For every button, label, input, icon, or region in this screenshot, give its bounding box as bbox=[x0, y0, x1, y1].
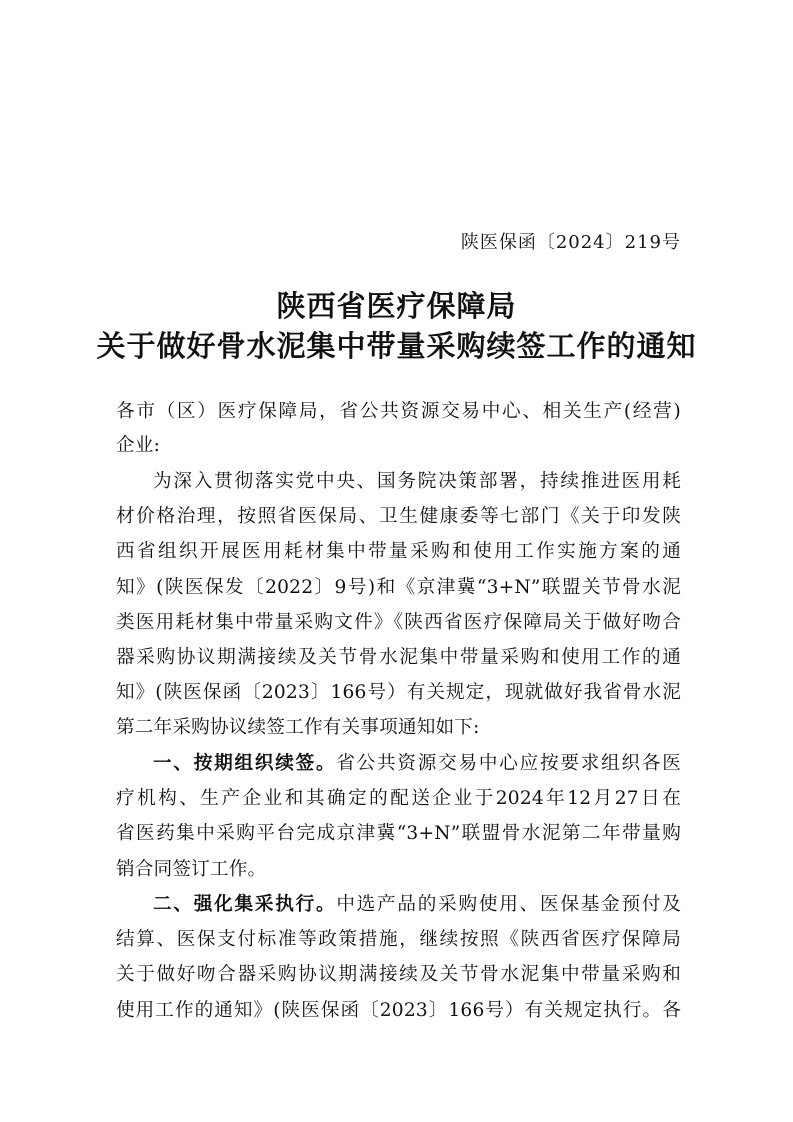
section-2-line-3: 关于做好吻合器采购协议期满接续及关节骨水泥集中带量采购和 bbox=[116, 964, 681, 985]
paragraph-1-line-8: 第二年采购协议续签工作有关事项通知如下: bbox=[116, 717, 480, 738]
salutation-line-1: 各市（区）医疗保障局，省公共资源交易中心、相关生产(经营) bbox=[116, 401, 681, 422]
section-1-line-1-text: 省公共资源交易中心应按要求组织各医 bbox=[336, 753, 681, 774]
paragraph-1-line-5: 类医用耗材集中带量采购文件》《陕西省医疗保障局关于做好吻合 bbox=[116, 612, 681, 633]
salutation-line-2: 企业: bbox=[116, 435, 161, 456]
section-1-line-1 bbox=[116, 752, 681, 776]
section-2-line-1 bbox=[116, 893, 681, 917]
section-2-heading: 二、强化集采执行。 bbox=[153, 894, 337, 915]
section-1-line-3: 省医药集中采购平台完成京津冀“3+N”联盟骨水泥第二年带量购 bbox=[116, 823, 681, 844]
section-1-line-4: 销合同签订工作。 bbox=[116, 859, 267, 880]
section-2-line-2: 结算、医保支付标准等政策措施，继续按照《陕西省医疗保障局 bbox=[116, 929, 681, 950]
paragraph-1-line-7: 知》(陕医保函〔2023〕166号）有关规定，现就做好我省骨水泥 bbox=[116, 682, 681, 703]
paragraph-1-line-1: 为深入贯彻落实党中央、国务院决策部署，持续推进医用耗 bbox=[153, 471, 681, 492]
paragraph-1-line-6: 器采购协议期满接续及关节骨水泥集中带量采购和使用工作的通 bbox=[116, 647, 681, 668]
title-line-1: 陕西省医疗保障局 bbox=[276, 289, 517, 323]
paragraph-1-line-3: 西省组织开展医用耗材集中带量采购和使用工作实施方案的通 bbox=[116, 541, 681, 562]
section-1-line-2: 疗机构、生产企业和其确定的配送企业于2024年12月27日在 bbox=[116, 788, 681, 809]
section-2-line-4: 使用工作的通知》(陕医保函〔2023〕166号）有关规定执行。各 bbox=[116, 1000, 681, 1021]
section-1-heading: 一、按期组织续签。 bbox=[153, 753, 337, 774]
paragraph-1-line-4: 知》(陕医保发〔2022〕9号)和《京津冀“3+N”联盟关节骨水泥 bbox=[116, 577, 681, 598]
title-line-2: 关于做好骨水泥集中带量采购续签工作的通知 bbox=[96, 329, 697, 363]
section-2-line-1-text: 中选产品的采购使用、医保基金预付及 bbox=[336, 894, 681, 915]
document-title bbox=[0, 286, 793, 366]
document-number: 陕医保函〔2024〕219号 bbox=[460, 232, 681, 253]
paragraph-1-line-2: 材价格治理，按照省医保局、卫生健康委等七部门《关于印发陕 bbox=[116, 506, 681, 527]
